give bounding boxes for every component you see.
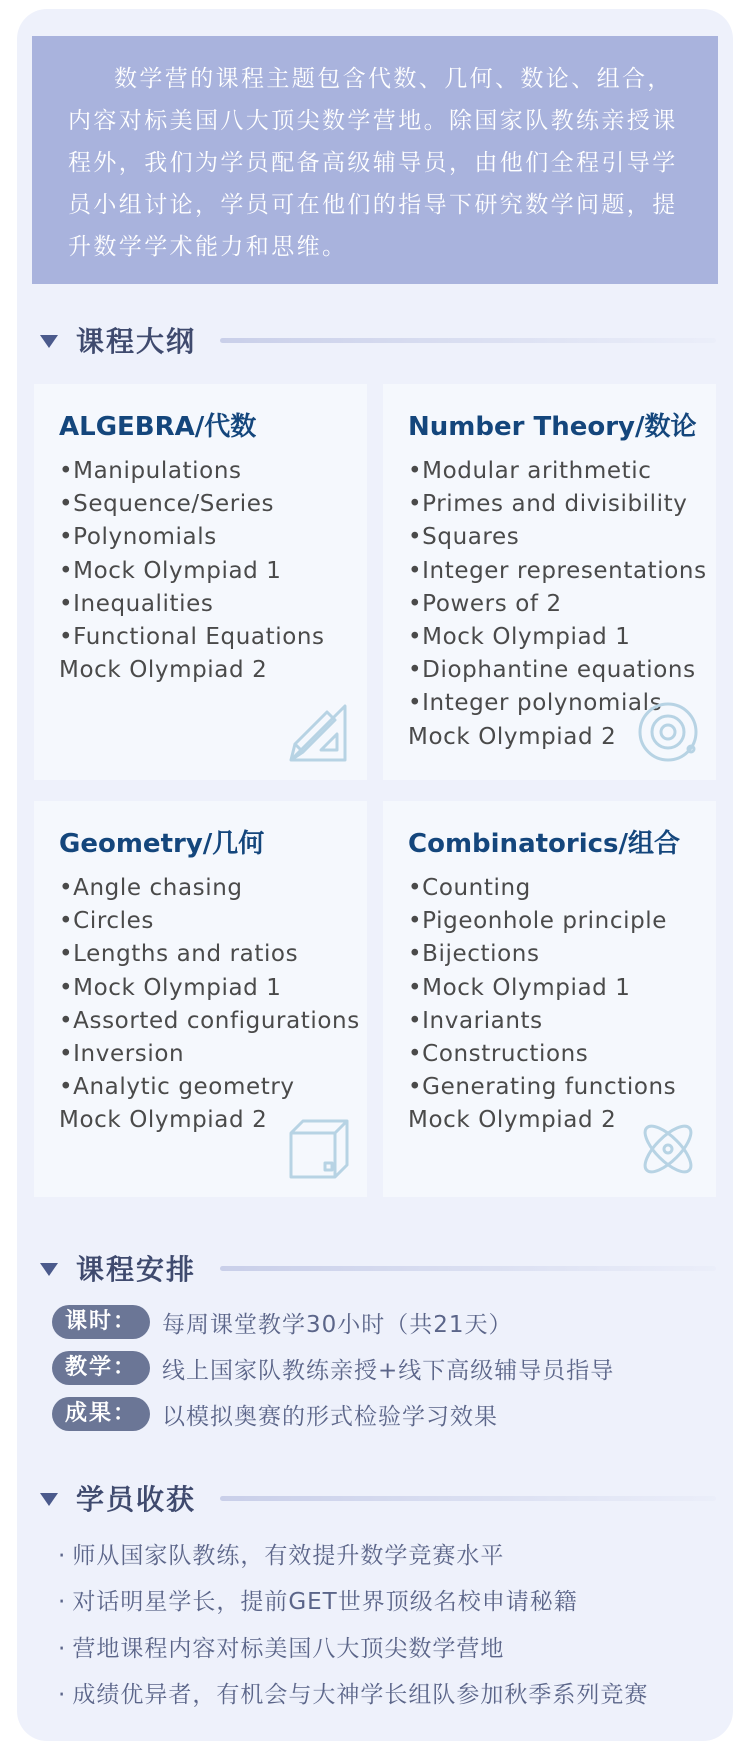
topic-list <box>408 872 716 1138</box>
gain-item <box>58 1676 648 1709</box>
list-item: •Generating functions <box>408 1074 677 1101</box>
schedule-text: 以模拟奥赛的形式检验学习效果 <box>162 1403 498 1430</box>
gain-item <box>58 1630 504 1663</box>
list-item: •Integer polynomials <box>408 690 663 717</box>
triangle-down-icon <box>40 1263 58 1276</box>
list-item: •Lengths and ratios <box>59 941 299 968</box>
list-item: •Mock Olympiad 1 <box>408 974 631 1001</box>
list-item: •Inequalities <box>59 590 214 617</box>
list-item: •Squares <box>408 524 520 551</box>
list-item: •Inversion <box>59 1041 185 1068</box>
triangle-down-icon <box>40 335 58 348</box>
schedule-label-pill: 教学： <box>52 1351 150 1385</box>
gain-text: 成绩优异者，有机会与大神学长组队参加秋季系列竞赛 <box>72 1682 649 1708</box>
bullet-dot: · <box>58 1682 67 1708</box>
list-item: Mock Olympiad 2 <box>59 657 268 684</box>
topic-card-number-theory <box>383 384 716 780</box>
list-item: •Primes and divisibility <box>408 491 688 518</box>
list-item: •Sequence/Series <box>59 491 275 518</box>
list-item: •Mock Olympiad 1 <box>408 624 631 651</box>
list-item: •Invariants <box>408 1007 543 1034</box>
ruler-triangle-icon <box>287 700 351 764</box>
list-item: •Circles <box>59 908 154 935</box>
list-item: •Assorted configurations <box>59 1007 360 1034</box>
section-header-outline <box>40 320 720 360</box>
topic-card-geometry <box>34 801 367 1197</box>
section-title: 课程安排 <box>76 1253 197 1286</box>
bullet-dot: · <box>58 1636 67 1662</box>
list-item: •Bijections <box>408 941 540 968</box>
list-item: •Integer representations <box>408 557 707 584</box>
list-item: Mock Olympiad 2 <box>408 1107 617 1134</box>
list-item: •Analytic geometry <box>59 1074 295 1101</box>
bullet-dot: · <box>58 1589 67 1615</box>
topic-title: Geometry/几何 <box>59 829 265 859</box>
gain-item <box>58 1537 504 1570</box>
bullet-dot: · <box>58 1543 67 1569</box>
list-item: •Constructions <box>408 1041 589 1068</box>
gain-text: 营地课程内容对标美国八大顶尖数学营地 <box>72 1636 505 1662</box>
list-item: Mock Olympiad 2 <box>408 723 617 750</box>
topic-list <box>59 455 367 687</box>
section-divider <box>220 338 716 343</box>
list-item: •Pigeonhole principle <box>408 908 668 935</box>
section-divider <box>220 1496 716 1501</box>
list-item: •Counting <box>408 875 531 901</box>
list-item: •Polynomials <box>59 524 217 551</box>
schedule-label-pill: 成果： <box>52 1397 150 1431</box>
section-header-schedule <box>40 1248 720 1288</box>
gain-item <box>58 1583 578 1616</box>
topic-list <box>59 872 367 1138</box>
list-item: •Functional Equations <box>59 624 325 651</box>
list-item: •Modular arithmetic <box>408 458 652 484</box>
topic-card-algebra <box>34 384 367 780</box>
list-item: Mock Olympiad 2 <box>59 1107 268 1134</box>
gain-text: 对话明星学长，提前GET世界顶级名校申请秘籍 <box>72 1589 578 1615</box>
concentric-circles-icon <box>636 700 700 764</box>
schedule-row-hours <box>52 1305 513 1339</box>
section-title: 课程大纲 <box>76 325 197 358</box>
schedule-text: 每周课堂教学30小时（共21天） <box>162 1311 513 1338</box>
cube-icon <box>287 1117 351 1181</box>
schedule-label-pill: 课时： <box>52 1305 150 1339</box>
intro-paragraph: 数学营的课程主题包含代数、几何、数论、组合，内容对标美国八大顶尖数学营地。除国家队教练亲授课程外，我们为学员配备高级辅导员，由他们全程引导学员小组讨论，学员可在他们的指导下研究数学问题，提升数学学术能力和思维。 <box>32 36 718 284</box>
list-item: •Manipulations <box>59 458 242 484</box>
section-divider <box>220 1266 716 1271</box>
atom-icon <box>636 1117 700 1181</box>
section-header-gains <box>40 1478 720 1518</box>
list-item: •Mock Olympiad 1 <box>59 557 282 584</box>
section-title: 学员收获 <box>76 1483 197 1516</box>
schedule-text: 线上国家队教练亲授+线下高级辅导员指导 <box>162 1357 615 1384</box>
topic-card-combinatorics <box>383 801 716 1197</box>
gain-text: 师从国家队教练，有效提升数学竞赛水平 <box>72 1543 505 1569</box>
triangle-down-icon <box>40 1493 58 1506</box>
schedule-row-teaching <box>52 1351 614 1385</box>
schedule-row-results <box>52 1397 498 1431</box>
topic-title: ALGEBRA/代数 <box>59 412 257 442</box>
list-item: •Powers of 2 <box>408 590 562 617</box>
topic-title: Combinatorics/组合 <box>408 829 681 859</box>
topic-title: Number Theory/数论 <box>408 412 697 442</box>
list-item: •Angle chasing <box>59 875 243 901</box>
list-item: •Diophantine equations <box>408 657 696 684</box>
list-item: •Mock Olympiad 1 <box>59 974 282 1001</box>
